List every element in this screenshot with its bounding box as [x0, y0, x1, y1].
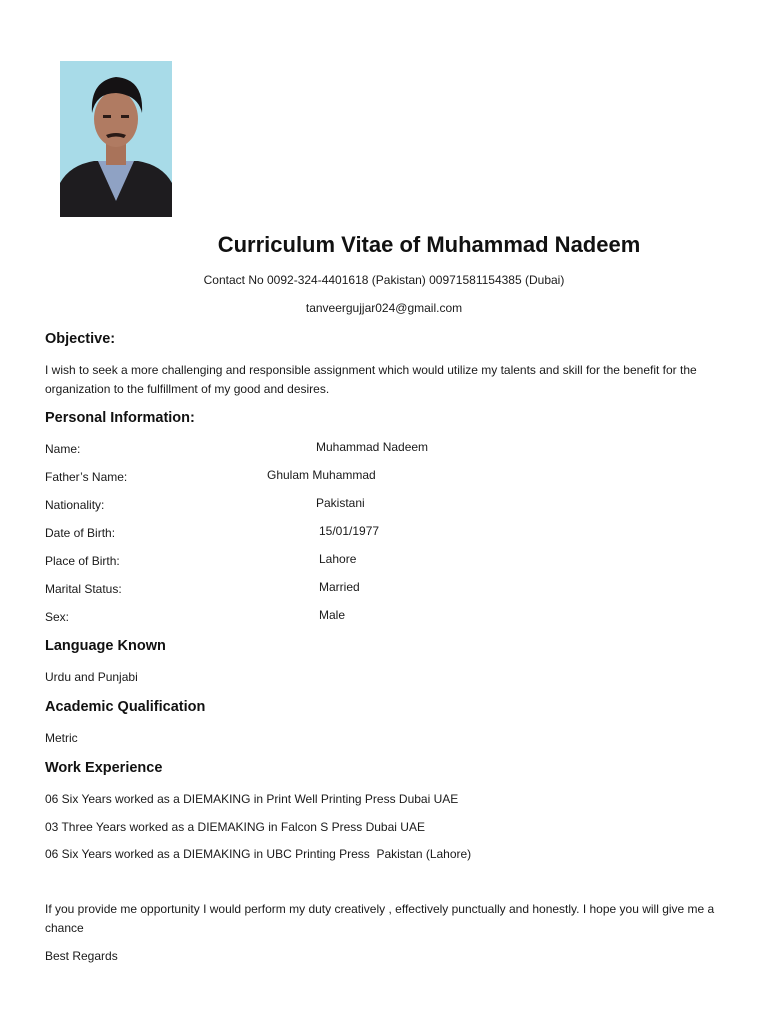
work-item: 06 Six Years worked as a DIEMAKING in UBC Printing Press Pakistan (Lahore) [45, 847, 472, 861]
field-label-place-of-birth: Place of Birth: [45, 554, 120, 568]
language-text: Urdu and Punjabi [45, 670, 138, 684]
field-value-sex: Male [319, 608, 346, 622]
field-label-sex: Sex: [45, 610, 70, 624]
objective-heading: Objective: [45, 331, 116, 347]
field-label-marital-status: Marital Status: [45, 582, 122, 596]
field-value-nationality: Pakistani [316, 496, 365, 510]
academic-text: Metric [45, 731, 78, 745]
work-item: 03 Three Years worked as a DIEMAKING in Falcon S Press Dubai UAE [45, 820, 425, 834]
field-label-name: Name: [45, 442, 81, 456]
work-experience-heading: Work Experience [45, 760, 163, 776]
objective-text: I wish to seek a more challenging and responsible assignment which would utilize my talents and skill for the benefit for the organization to the fulfillment of my good and desires. [45, 363, 697, 396]
field-label-date-of-birth: Date of Birth: [45, 526, 116, 540]
work-item: 06 Six Years worked as a DIEMAKING in Print Well Printing Press Dubai UAE [45, 792, 459, 806]
page-title: Curriculum Vitae of Muhammad Nadeem [217, 232, 641, 257]
field-value-marital-status: Married [319, 580, 360, 594]
field-label-nationality: Nationality: [45, 498, 105, 512]
email-line: tanveergujjar024@gmail.com [305, 301, 463, 315]
best-regards: Best Regards [45, 949, 118, 963]
field-value-fathers-name: Ghulam Muhammad [267, 468, 376, 482]
language-heading: Language Known [45, 638, 166, 654]
personal-info-heading: Personal Information: [45, 410, 195, 426]
contact-line: Contact No 0092-324-4401618 (Pakistan) 00971581154385 (Dubai) [203, 273, 565, 287]
academic-heading: Academic Qualification [45, 699, 206, 715]
profile-photo [60, 61, 172, 217]
field-value-date-of-birth: 15/01/1977 [319, 524, 380, 538]
field-value-name: Muhammad Nadeem [316, 440, 429, 454]
field-value-place-of-birth: Lahore [319, 552, 357, 566]
closing-statement: If you provide me opportunity I would perform my duty creatively , effectively punctually and honestly. I hope you will give me a chance [45, 902, 715, 935]
field-label-fathers-name: Father’s Name: [45, 470, 128, 484]
